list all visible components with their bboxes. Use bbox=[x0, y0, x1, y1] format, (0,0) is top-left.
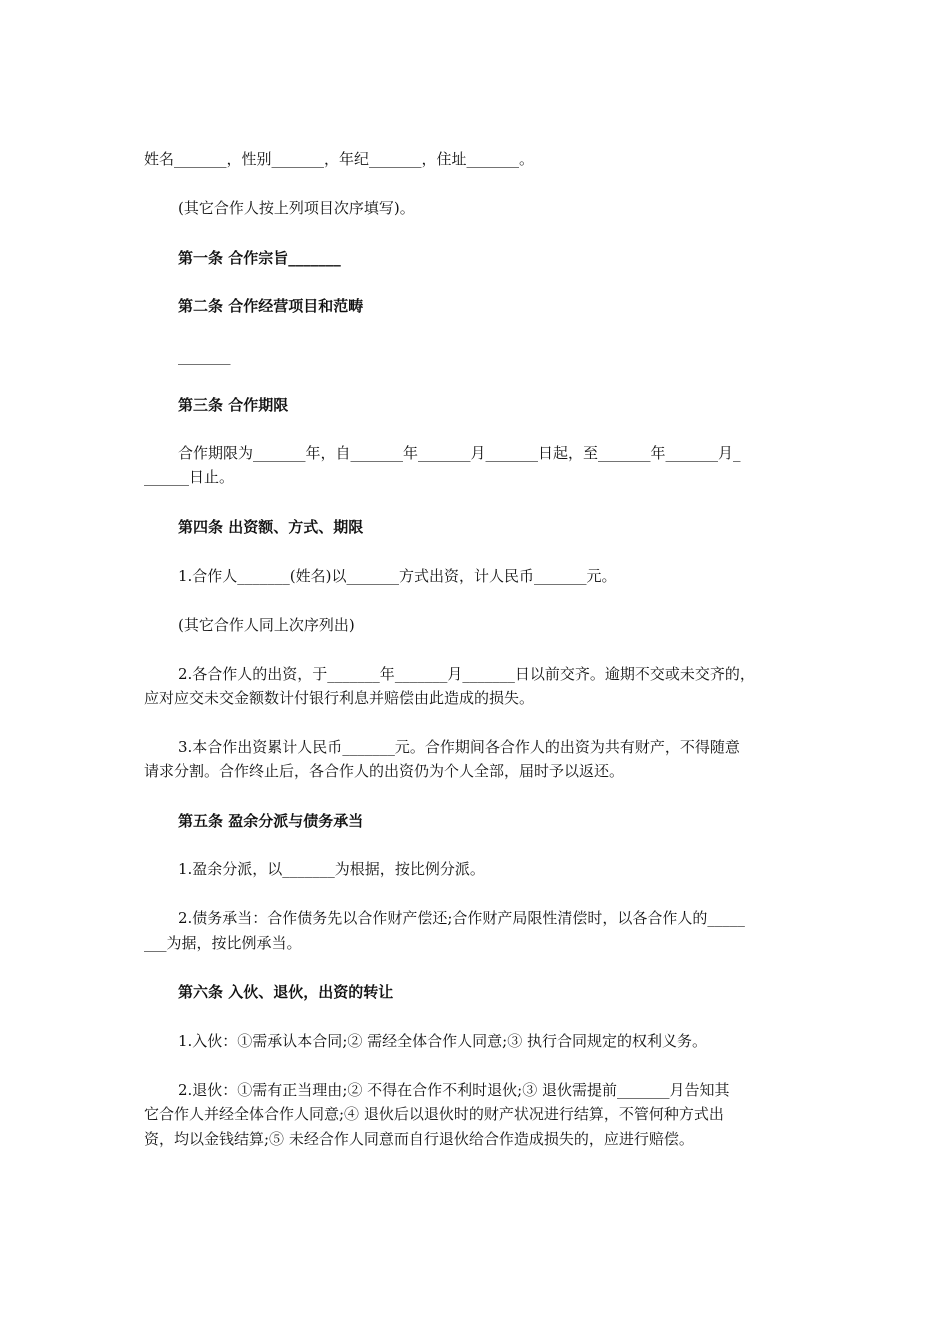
article-4-item-2-line-2: 应对应交未交金额数计付银行利息并赔偿由此造成的损失。 bbox=[144, 689, 535, 707]
article-3-text-line-2: ______日止。 bbox=[144, 468, 235, 486]
article-3-text-line-1: 合作期限为_______年，自_______年_______月_______日起，至_______年_______月_ bbox=[178, 444, 741, 462]
other-partners-note: (其它合作人按上列项目次序填写)。 bbox=[178, 199, 415, 217]
article-4-item-3-line-2: 请求分割。合作终止后，各合作人的出资仍为个人全部，届时予以返还。 bbox=[144, 762, 625, 780]
article-2-heading: 第二条 合作经营项目和范畴 bbox=[178, 297, 364, 315]
article-6-item-2-line-3: 资，均以金钱结算;⑤ 未经合作人同意而自行退伙给合作造成损失的，应进行赔偿。 bbox=[144, 1130, 694, 1148]
article-3-heading: 第三条 合作期限 bbox=[178, 396, 289, 414]
article-5-item-2-line-2: ___为据，按比例承当。 bbox=[144, 934, 302, 952]
article-5-heading: 第五条 盈余分派与债务承当 bbox=[178, 812, 364, 830]
article-6-item-2-line-1: 2.退伙：①需有正当理由;② 不得在合作不利时退伙;③ 退伙需提前_______月告知其 bbox=[178, 1081, 730, 1099]
article-4-note: (其它合作人同上次序列出) bbox=[178, 616, 355, 634]
article-6-item-2-line-2: 它合作人并经全体合作人同意;④ 退伙后以退伙时的财产状况进行结算，不管何种方式出 bbox=[144, 1105, 724, 1123]
article-2-blank: _______ bbox=[178, 347, 231, 365]
article-5-item-2-line-1: 2.债务承当：合作债务先以合作财产偿还;合作财产局限性清偿时，以各合作人的_____ bbox=[178, 909, 745, 927]
article-4-item-2-line-1: 2.各合作人的出资，于_______年_______月_______日以前交齐。逾期不交或未交齐的， bbox=[178, 665, 755, 683]
article-4-heading: 第四条 出资额、方式、期限 bbox=[178, 518, 364, 536]
article-4-item-3-line-1: 3.本合作出资累计人民币_______元。合作期间各合作人的出资为共有财产，不得随意 bbox=[178, 738, 740, 756]
article-5-item-1: 1.盈余分派，以_______为根据，按比例分派。 bbox=[178, 860, 485, 878]
article-4-item-1: 1.合作人_______(姓名)以_______方式出资，计人民币_______元。 bbox=[178, 567, 617, 585]
article-1-heading: 第一条 合作宗旨_______ bbox=[178, 249, 341, 267]
article-6-heading: 第六条 入伙、退伙，出资的转让 bbox=[178, 983, 394, 1001]
party-info-line: 姓名_______，性别_______，年纪_______，住址_______。 bbox=[144, 150, 535, 168]
article-6-item-1: 1.入伙：①需承认本合同;② 需经全体合作人同意;③ 执行合同规定的权利义务。 bbox=[178, 1032, 707, 1050]
